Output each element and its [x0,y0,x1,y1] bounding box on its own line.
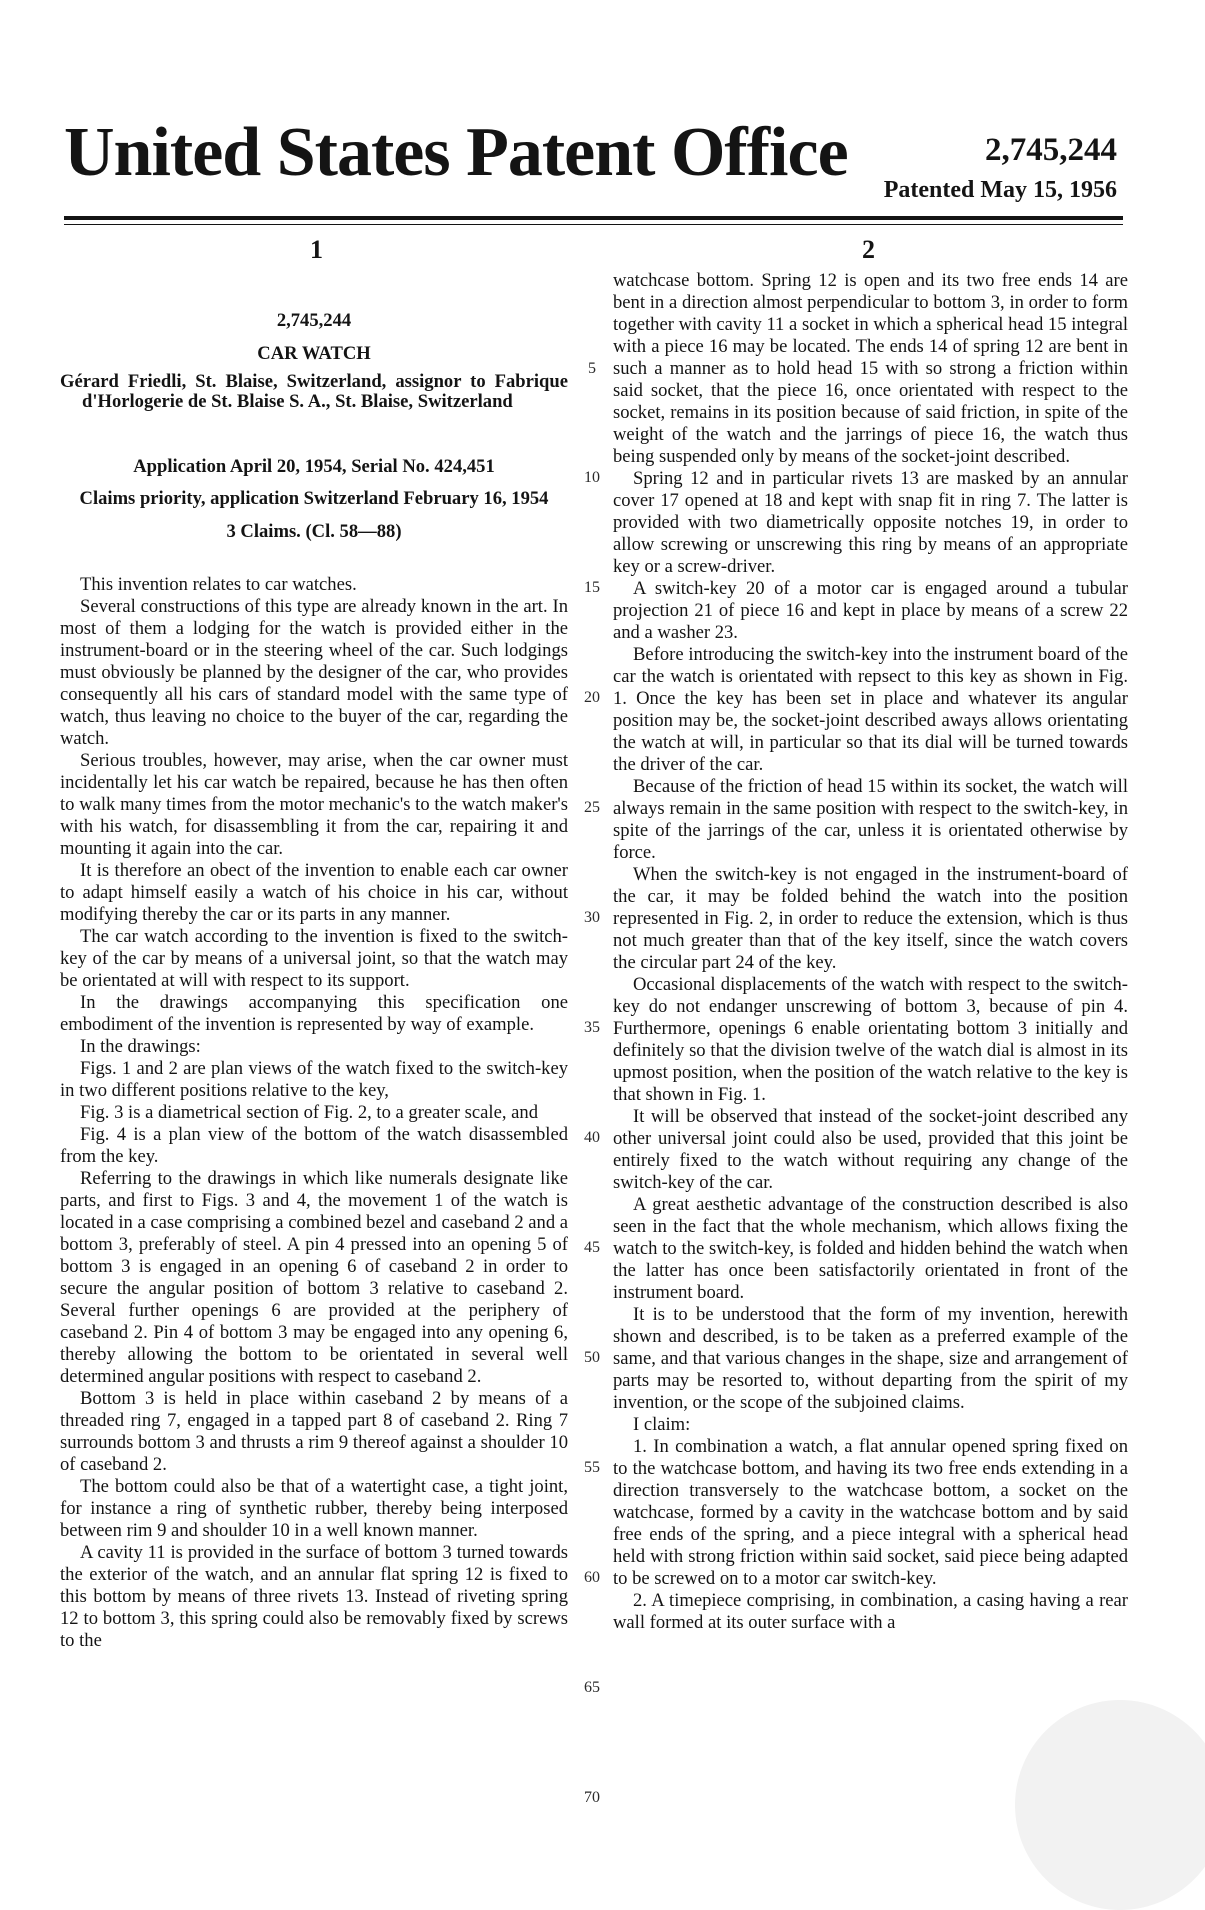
line-number: 70 [584,1789,600,1806]
paragraph: In the drawings: [80,1036,201,1057]
column-number-right: 2 [862,235,875,264]
column-number-left: 1 [310,235,323,264]
line-number: 65 [584,1679,600,1696]
line-number: 20 [584,689,600,706]
paragraph: Serious troubles, however, may arise, when the car owner must incidentally let his car watch be repaired, because he has then often to walk many times from the motor mechanic's to the watch maker's with his watch, for disassembling it from the car, repairing it and mounting it again into the car. [60,750,568,859]
left-column-text [60,574,568,1652]
line-number: 55 [584,1459,600,1476]
patent-date: Patented May 15, 1956 [883,177,1117,203]
paragraph: Fig. 3 is a diametrical section of Fig. 2, to a greater scale, and [80,1102,538,1123]
line-number: 30 [584,909,600,926]
line-number: 35 [584,1019,600,1036]
paragraph: Referring to the drawings in which like numerals designate like parts, and first to Figs. 3 and 4, the movement 1 of the watch is located in a case comprising a combined bezel and caseband 2 and a bottom 3, preferably of steel. A pin 4 pressed into an opening 5 of bottom 3 is engaged in an opening 6 of caseband 2 in order to secure the angular position of bottom 3 relative to caseband 2. Several further openings 6 are provided at the periphery of caseband 2. Pin 4 of bottom 3 may be engaged into any opening 6, thereby allowing the bottom to be orientated in several well determined angular positions with respect to caseband 2. [60,1168,569,1387]
line-number: 15 [584,579,600,596]
paragraph: Several constructions of this type are already known in the art. In most of them a lodging for the watch is provided either in the instrument-board or in the steering wheel of the car. Such lodgings must obviously be planned by the designer of the car, who provides consequently all his cars of standard model with the same type of watch, thus leaving no choice to the buyer of the car, regarding the watch. [60,596,568,749]
paragraph: It is to be understood that the form of my invention, herewith shown and described, is to be taken as a preferred example of the same, and that various changes in the shape, size and arrangement of parts may be resorted to, without departing from the spirit of my invention, or the scope of the subjoined claims. [613,1304,1128,1413]
line-number: 45 [584,1239,600,1256]
invention-title: CAR WATCH [257,343,371,364]
paragraph: A switch-key 20 of a motor car is engaged around a tubular projection 21 of piece 16 and kept in place by means of a screw 22 and a washer 23. [613,578,1128,643]
header-rule-thick [64,216,1123,220]
line-number: 50 [584,1349,600,1366]
paragraph: It is therefore an obect of the invention to enable each car owner to adapt himself easily a watch of his choice in his car, without modifying thereby the car or its parts in any manner. [60,860,568,925]
paragraph: Spring 12 and in particular rivets 13 are masked by an annular cover 17 opened at 18 and kept with snap fit in ring 7. The latter is provided with two diametrically opposite notches 19, in order to allow screwing or unscrewing this ring by means of an appropriate key or a screw-driver. [613,468,1128,577]
paragraph: Because of the friction of head 15 within its socket, the watch will always remain in the same position with respect to the switch-key, in spite of the jarrings of the car, unless it is orientated otherwise by force. [613,776,1128,863]
paragraph: Bottom 3 is held in place within caseband 2 by means of a threaded ring 7, engaged in a tapped part 8 of caseband 2. Ring 7 surrounds bottom 3 and thrusts a rim 9 thereof against a shoulder 10 of caseband 2. [60,1388,568,1475]
page-blot [1015,1700,1205,1910]
paragraph: Occasional displacements of the watch with respect to the switch-key do not endanger unscrewing of bottom 3, because of pin 4. Furthermore, openings 6 enable orientating bottom 3 initially and definitely so that the division twelve of the watch dial is almost in its upmost position, when the position of the watch relative to the key is that shown in Fig. 1. [613,974,1128,1105]
paragraph: When the switch-key is not engaged in the instrument-board of the car, it may be folded behind the watch into the position represented in Fig. 2, in order to reduce the extension, which is thus not much greater than that of the key itself, since the watch covers the circular part 24 of the key. [613,864,1128,973]
paragraph: The car watch according to the invention is fixed to the switch-key of the car by means of a universal joint, so that the watch may be orientated at will with respect to its support. [60,926,568,991]
header-rule-thin [64,224,1123,225]
paragraph: Figs. 1 and 2 are plan views of the watch fixed to the switch-key in two different positions relative to the key, [60,1058,568,1101]
right-column-text [613,270,1128,1634]
paragraph: I claim: [633,1414,691,1435]
paragraph: The bottom could also be that of a watertight case, a tight joint, for instance a ring of synthetic rubber, thereby being interposed between rim 9 and shoulder 10 in a well known manner. [60,1476,568,1541]
paragraph: Before introducing the switch-key into the instrument board of the car the watch is orientated with repsect to this key as shown in Fig. 1. Once the key has been set in place and whatever its angular position may be, the socket-joint described aways allows orientating the watch at will, in particular so that its dial will be turned towards the driver of the car. [613,644,1128,775]
paragraph: It will be observed that instead of the socket-joint described any other universal joint could also be used, provided that this joint be entirely fixed to the watch without requiring any change of the switch-key of the car. [613,1106,1128,1193]
paragraph: A cavity 11 is provided in the surface of bottom 3 turned towards the exterior of the watch, and an annular flat spring 12 is fixed to this bottom by means of three rivets 13. Instead of riveting spring 12 to bottom 3, this spring could also be removably fixed by screws to the [60,1542,568,1651]
line-number: 5 [588,360,596,377]
line-number: 25 [584,799,600,816]
paragraph: A great aesthetic advantage of the construction described is also seen in the fact that the whole mechanism, which allows fixing the watch to the switch-key, is folded and hidden behind the watch when the latter has once been satisfactorily orientated in front of the instrument board. [613,1194,1128,1303]
application-line: Application April 20, 1954, Serial No. 424,451 [133,456,495,477]
paragraph: Fig. 4 is a plan view of the bottom of the watch disassembled from the key. [60,1124,568,1167]
patent-number: 2,745,244 [985,132,1117,168]
line-number: 40 [584,1129,600,1146]
line-number: 10 [584,469,600,486]
patent-no-heading: 2,745,244 [276,310,352,331]
inventor-block [60,372,568,412]
claim: 1. In combination a watch, a flat annular opened spring fixed on to the watchcase bottom, and having its two free ends extending in a direction transversely to the watchcase bottom, a socket on the watchcase, formed by a cavity in the watchcase bottom and by said free ends of the spring, and a piece integral with a spherical head held with strong friction within said socket, said piece being adapted to be screwed on to a motor car switch-key. [613,1436,1128,1589]
masthead-title: United States Patent Office [64,114,848,191]
paragraph: This invention relates to car watches. [80,574,357,595]
claims-line: 3 Claims. (Cl. 58—88) [226,521,402,542]
inventor-text: Gérard Friedli, St. Blaise, Switzerland, assignor to Fabrique d'Horlogerie de St. Blaise S. A., St. Blaise, Switzerland [60,371,568,412]
claim: 2. A timepiece comprising, in combination, a casing having a rear wall formed at its outer surface with a [613,1590,1128,1633]
paragraph: In the drawings accompanying this specification one embodiment of the invention is represented by way of example. [60,992,568,1035]
priority-line: Claims priority, application Switzerland February 16, 1954 [79,488,549,509]
line-number: 60 [584,1569,600,1586]
paragraph: watchcase bottom. Spring 12 is open and its two free ends 14 are bent in a direction almost perpendicular to bottom 3, in order to form together with cavity 11 a socket in which a spherical head 15 integral with a piece 16 may be located. The ends 14 of spring 12 are bent in such a manner as to hold head 15 with so strong a friction within said socket, that the piece 16, once orientated with respect to the socket, remains in its position because of said friction, in spite of the weight of the watch and the jarrings of piece 16, the watch thus being suspended only by means of the socket-joint described. [613,270,1128,467]
